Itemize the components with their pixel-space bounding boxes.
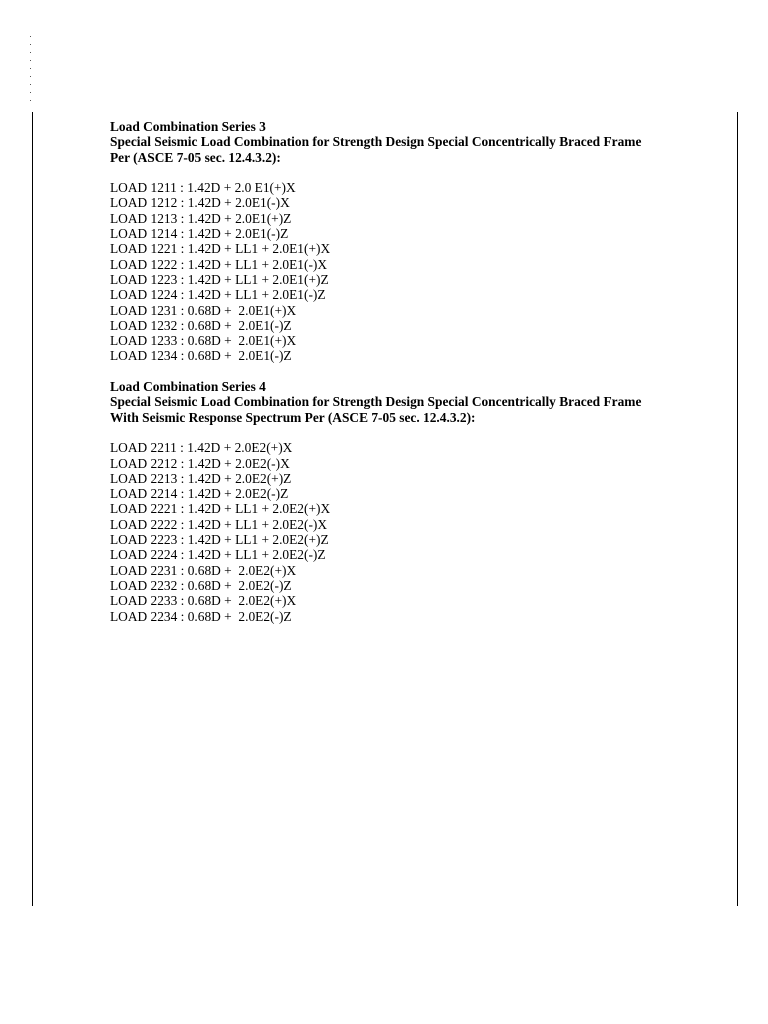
load-line: LOAD 2212 : 1.42D + 2.0E2(-)X xyxy=(110,455,290,471)
load-line: LOAD 1214 : 1.42D + 2.0E1(-)Z xyxy=(110,226,289,242)
series-title: Load Combination Series 4 xyxy=(110,379,266,395)
load-line: LOAD 2221 : 1.42D + LL1 + 2.0E2(+)X xyxy=(110,501,331,517)
load-line: LOAD 1232 : 0.68D + 2.0E1(-)Z xyxy=(110,317,292,333)
load-combination-series-4 xyxy=(110,379,730,624)
load-line: LOAD 1213 : 1.42D + 2.0E1(+)Z xyxy=(110,210,292,226)
load-line: LOAD 1234 : 0.68D + 2.0E1(-)Z xyxy=(110,348,292,364)
left-change-bar xyxy=(32,112,33,906)
load-line: LOAD 2231 : 0.68D + 2.0E2(+)X xyxy=(110,562,297,578)
load-line: LOAD 2211 : 1.42D + 2.0E2(+)X xyxy=(110,440,293,456)
margin-dot-marks xyxy=(30,36,34,108)
load-line: LOAD 1224 : 1.42D + LL1 + 2.0E1(-)Z xyxy=(110,287,326,303)
load-line: LOAD 2232 : 0.68D + 2.0E2(-)Z xyxy=(110,577,292,593)
load-line: LOAD 1222 : 1.42D + LL1 + 2.0E1(-)X xyxy=(110,256,328,272)
right-change-bar xyxy=(737,112,738,906)
load-combination-series-3 xyxy=(110,119,730,364)
load-line: LOAD 2223 : 1.42D + LL1 + 2.0E2(+)Z xyxy=(110,532,329,548)
load-line: LOAD 1231 : 0.68D + 2.0E1(+)X xyxy=(110,302,297,318)
load-line: LOAD 2213 : 1.42D + 2.0E2(+)Z xyxy=(110,470,292,486)
load-line: LOAD 2233 : 0.68D + 2.0E2(+)X xyxy=(110,593,297,609)
load-line: LOAD 2224 : 1.42D + LL1 + 2.0E2(-)Z xyxy=(110,547,326,563)
series-reference: With Seismic Response Spectrum Per (ASCE 7-05 sec. 12.4.3.2): xyxy=(110,409,476,425)
series-description: Special Seismic Load Combination for Strength Design Special Concentrically Braced Frame xyxy=(110,394,642,410)
load-line: LOAD 1221 : 1.42D + LL1 + 2.0E1(+)X xyxy=(110,241,331,257)
load-line: LOAD 1223 : 1.42D + LL1 + 2.0E1(+)Z xyxy=(110,271,329,287)
load-line: LOAD 2222 : 1.42D + LL1 + 2.0E2(-)X xyxy=(110,516,328,532)
series-title: Load Combination Series 3 xyxy=(110,119,266,134)
load-line: LOAD 1212 : 1.42D + 2.0E1(-)X xyxy=(110,195,290,211)
load-line: LOAD 2234 : 0.68D + 2.0E2(-)Z xyxy=(110,608,292,624)
document-body xyxy=(110,119,730,624)
series-description: Special Seismic Load Combination for Strength Design Special Concentrically Braced Frame xyxy=(110,134,642,150)
load-line: LOAD 1211 : 1.42D + 2.0 E1(+)X xyxy=(110,180,296,196)
load-line: LOAD 1233 : 0.68D + 2.0E1(+)X xyxy=(110,333,297,349)
series-reference: Per (ASCE 7-05 sec. 12.4.3.2): xyxy=(110,149,281,165)
load-line: LOAD 2214 : 1.42D + 2.0E2(-)Z xyxy=(110,486,289,502)
